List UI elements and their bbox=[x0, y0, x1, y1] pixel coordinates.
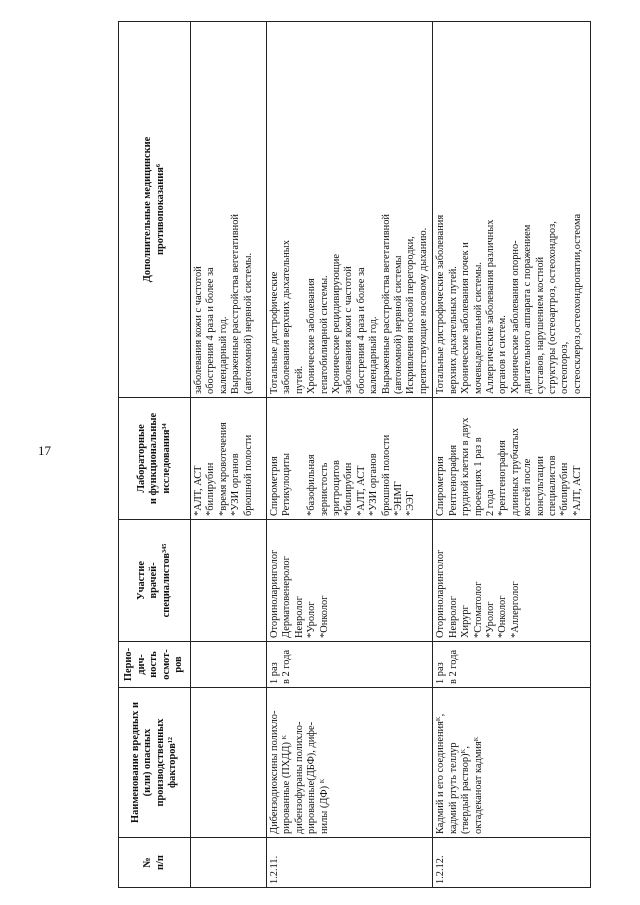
header-factor bbox=[119, 688, 191, 838]
text-line: эритроцитов bbox=[331, 460, 343, 516]
text-line: ность bbox=[148, 651, 160, 678]
text-line: специалистов³⁴⁵ bbox=[160, 543, 172, 618]
text-line: Наименование вредных и bbox=[129, 702, 141, 823]
text-line: *Стоматолог bbox=[472, 581, 484, 638]
text-line: *ЭЭГ bbox=[405, 491, 417, 516]
cell-num: 1.2.11. bbox=[267, 838, 433, 888]
text-line: *УЗИ органов bbox=[368, 453, 380, 516]
text-line: и функциональные bbox=[148, 412, 160, 505]
text-line: Невролог bbox=[447, 596, 459, 638]
text-line: *Аллерголог bbox=[509, 581, 521, 638]
text-line: Спирометрия bbox=[435, 456, 447, 516]
text-line: заболевания верхних дыхательных bbox=[281, 240, 293, 394]
medical-contraindications-table bbox=[118, 21, 591, 888]
text-line: Хронические заболевания почек и bbox=[460, 242, 472, 394]
text-line: проекциях 1 раз в bbox=[472, 437, 484, 516]
text-line: ров bbox=[173, 656, 185, 673]
text-line: Невролог bbox=[293, 596, 305, 638]
text-line: *АЛТ, АСТ bbox=[355, 465, 367, 516]
table-row bbox=[191, 22, 267, 888]
cell-contraindications bbox=[191, 22, 267, 398]
text-line: суставов, нарушением костной bbox=[534, 256, 546, 394]
text-line: *ЭНМГ bbox=[393, 481, 405, 516]
text-line: структуры (остеоартроз, остеохондроз, bbox=[546, 221, 558, 394]
text-line: Аллергические заболевания различных bbox=[484, 219, 496, 394]
cell-factor bbox=[191, 688, 267, 838]
text-line: Оториноларинголог bbox=[269, 549, 280, 638]
cell-tests bbox=[267, 398, 433, 520]
cell-period bbox=[433, 642, 591, 688]
text-line: *Уролог bbox=[484, 601, 496, 638]
text-line: *билирубин bbox=[205, 462, 217, 516]
text-line: консультации bbox=[534, 456, 546, 516]
cell-tests bbox=[191, 398, 267, 520]
text-line: 2 года bbox=[484, 489, 496, 516]
text-line: Тотальные дистрофические bbox=[269, 271, 280, 394]
text-line: Рентгенография bbox=[447, 445, 459, 516]
text-line: Хронические заболевания опорно- bbox=[509, 240, 521, 394]
text-line: мочевыделительной системы. bbox=[472, 262, 484, 394]
text-line: (автономной) нервной системы bbox=[393, 255, 405, 394]
text-line: в 2 года bbox=[447, 649, 459, 684]
text-line: Тотальные дистрофические заболевания bbox=[435, 214, 447, 394]
text-line: рированные(ДБФ), дифе- bbox=[306, 721, 318, 834]
text-line: октадеканоат кадмияᴷ bbox=[472, 736, 484, 834]
text-line: Выраженные расстройства вегетативной bbox=[380, 214, 392, 394]
text-line: специалистов bbox=[546, 455, 558, 516]
text-line: производственных bbox=[154, 718, 166, 807]
page-number: 17 bbox=[38, 443, 51, 458]
cell-contraindications bbox=[433, 22, 591, 398]
text-line: Дополнительные медицинские bbox=[142, 136, 154, 283]
text-line: грудной клетки в двух bbox=[460, 417, 472, 516]
text-line: Спирометрия bbox=[269, 456, 280, 516]
text-line: двигательного аппарата с поражением bbox=[522, 224, 534, 394]
cell-doctors bbox=[191, 520, 267, 642]
text-line: Хирург bbox=[460, 605, 472, 638]
text-line: Хронические заболевания bbox=[306, 278, 318, 394]
text-line: *УЗИ органов bbox=[230, 453, 242, 516]
text-line: *билирубин bbox=[559, 462, 571, 516]
text-line: *билирубин bbox=[343, 462, 355, 516]
table-row bbox=[267, 22, 433, 888]
text-line: Перио- bbox=[123, 647, 135, 682]
cell-num: 1.2.12. bbox=[433, 838, 591, 888]
text-line: рированные (ПХДД) ᴷ bbox=[281, 734, 293, 834]
text-line: (или) опасных bbox=[142, 728, 154, 797]
text-line: зернистость bbox=[318, 462, 330, 516]
text-line: заболевания кожи с частотой bbox=[343, 266, 355, 394]
text-line: заболевания кожи с частотой bbox=[193, 266, 204, 394]
text-line: брюшной полости bbox=[380, 434, 392, 516]
text-line: кадмий ртуть теллур bbox=[447, 742, 459, 834]
text-line: остеопороз, bbox=[559, 341, 571, 394]
text-line: верхних дыхательных путей. bbox=[447, 266, 459, 394]
text-line: врачей- bbox=[148, 562, 160, 599]
text-line: календарный год. bbox=[368, 316, 380, 394]
text-line: *Онколог bbox=[497, 595, 509, 638]
text-line: Лабораторные bbox=[135, 424, 147, 493]
text-line: обострения 4 раза и более за bbox=[355, 267, 367, 394]
cell-contraindications bbox=[267, 22, 433, 398]
cell-period bbox=[267, 642, 433, 688]
text-line bbox=[294, 401, 306, 516]
text-line: Выраженные расстройства вегетативной bbox=[230, 214, 242, 394]
text-line: *Онколог bbox=[318, 595, 330, 638]
text-line: костей после bbox=[522, 458, 534, 516]
text-line: брюшной полости bbox=[242, 434, 254, 516]
header-tests bbox=[119, 398, 191, 520]
cell-num bbox=[191, 838, 267, 888]
text-line: нилы (ДФ) ᴷ bbox=[318, 778, 330, 834]
text-line: (твердый раствор)ᴷ, bbox=[460, 746, 472, 834]
text-line: длинных трубчатых bbox=[509, 428, 521, 516]
text-line: 1 раз bbox=[435, 662, 447, 684]
header-period bbox=[119, 642, 191, 688]
text-line: Ретикулоциты bbox=[281, 452, 293, 516]
text-line: *время кровотечения bbox=[217, 422, 229, 516]
text-line: Кадмий и его соединенияᴷ, bbox=[435, 713, 447, 834]
rotated-page-content bbox=[118, 22, 583, 888]
text-line: Оториноларинголог bbox=[435, 549, 447, 638]
text-line: *АЛТ, АСТ bbox=[193, 465, 204, 516]
table-header-row bbox=[119, 22, 191, 888]
cell-doctors bbox=[267, 520, 433, 642]
text-line: путей. bbox=[293, 365, 305, 394]
text-line: дибензофураны полихло- bbox=[293, 721, 305, 834]
text-line: остеосклероз,остеохондропатии,остеома bbox=[571, 213, 583, 394]
text-line: органов и систем. bbox=[497, 315, 509, 394]
cell-period bbox=[191, 642, 267, 688]
header-num bbox=[119, 838, 191, 888]
text-line: *базофильная bbox=[306, 454, 318, 516]
text-line: гепатобилиарной системы. bbox=[318, 275, 330, 394]
header-doctors bbox=[119, 520, 191, 642]
text-line: № bbox=[142, 857, 154, 868]
table-row bbox=[433, 22, 591, 888]
cell-factor bbox=[433, 688, 591, 838]
text-line: в 2 года bbox=[281, 649, 293, 684]
text-line: препятствующие носовому дыханию. bbox=[417, 227, 429, 394]
text-line: исследования³⁴ bbox=[160, 423, 172, 494]
text-line: дич- bbox=[135, 654, 147, 675]
text-line: противопоказания⁶ bbox=[154, 164, 166, 255]
header-contraindications bbox=[119, 22, 191, 398]
text-line: *Уролог bbox=[306, 601, 318, 638]
text-line: Участие bbox=[135, 561, 147, 600]
text-line: обострения 4 раза и более за bbox=[205, 267, 217, 394]
text-line: Хронические рецидивирующие bbox=[331, 254, 343, 394]
cell-tests bbox=[433, 398, 591, 520]
text-line: календарный год. bbox=[217, 316, 229, 394]
text-line: *АЛТ, АСТ bbox=[571, 465, 583, 516]
text-line: п/п bbox=[154, 855, 166, 870]
text-line: Дибензодиоксины полихло- bbox=[269, 710, 280, 834]
cell-doctors bbox=[433, 520, 591, 642]
text-line: Искривления носовой перегородки, bbox=[405, 236, 417, 394]
text-line: 1 раз bbox=[269, 662, 280, 684]
text-line: (автономной) нервной системы. bbox=[242, 252, 254, 394]
text-line: факторов¹² bbox=[166, 736, 178, 789]
text-line: *рентгенография bbox=[497, 440, 509, 516]
text-line: Дерматовенеролог bbox=[281, 556, 293, 638]
text-line: осмот- bbox=[160, 649, 172, 680]
cell-factor bbox=[267, 688, 433, 838]
